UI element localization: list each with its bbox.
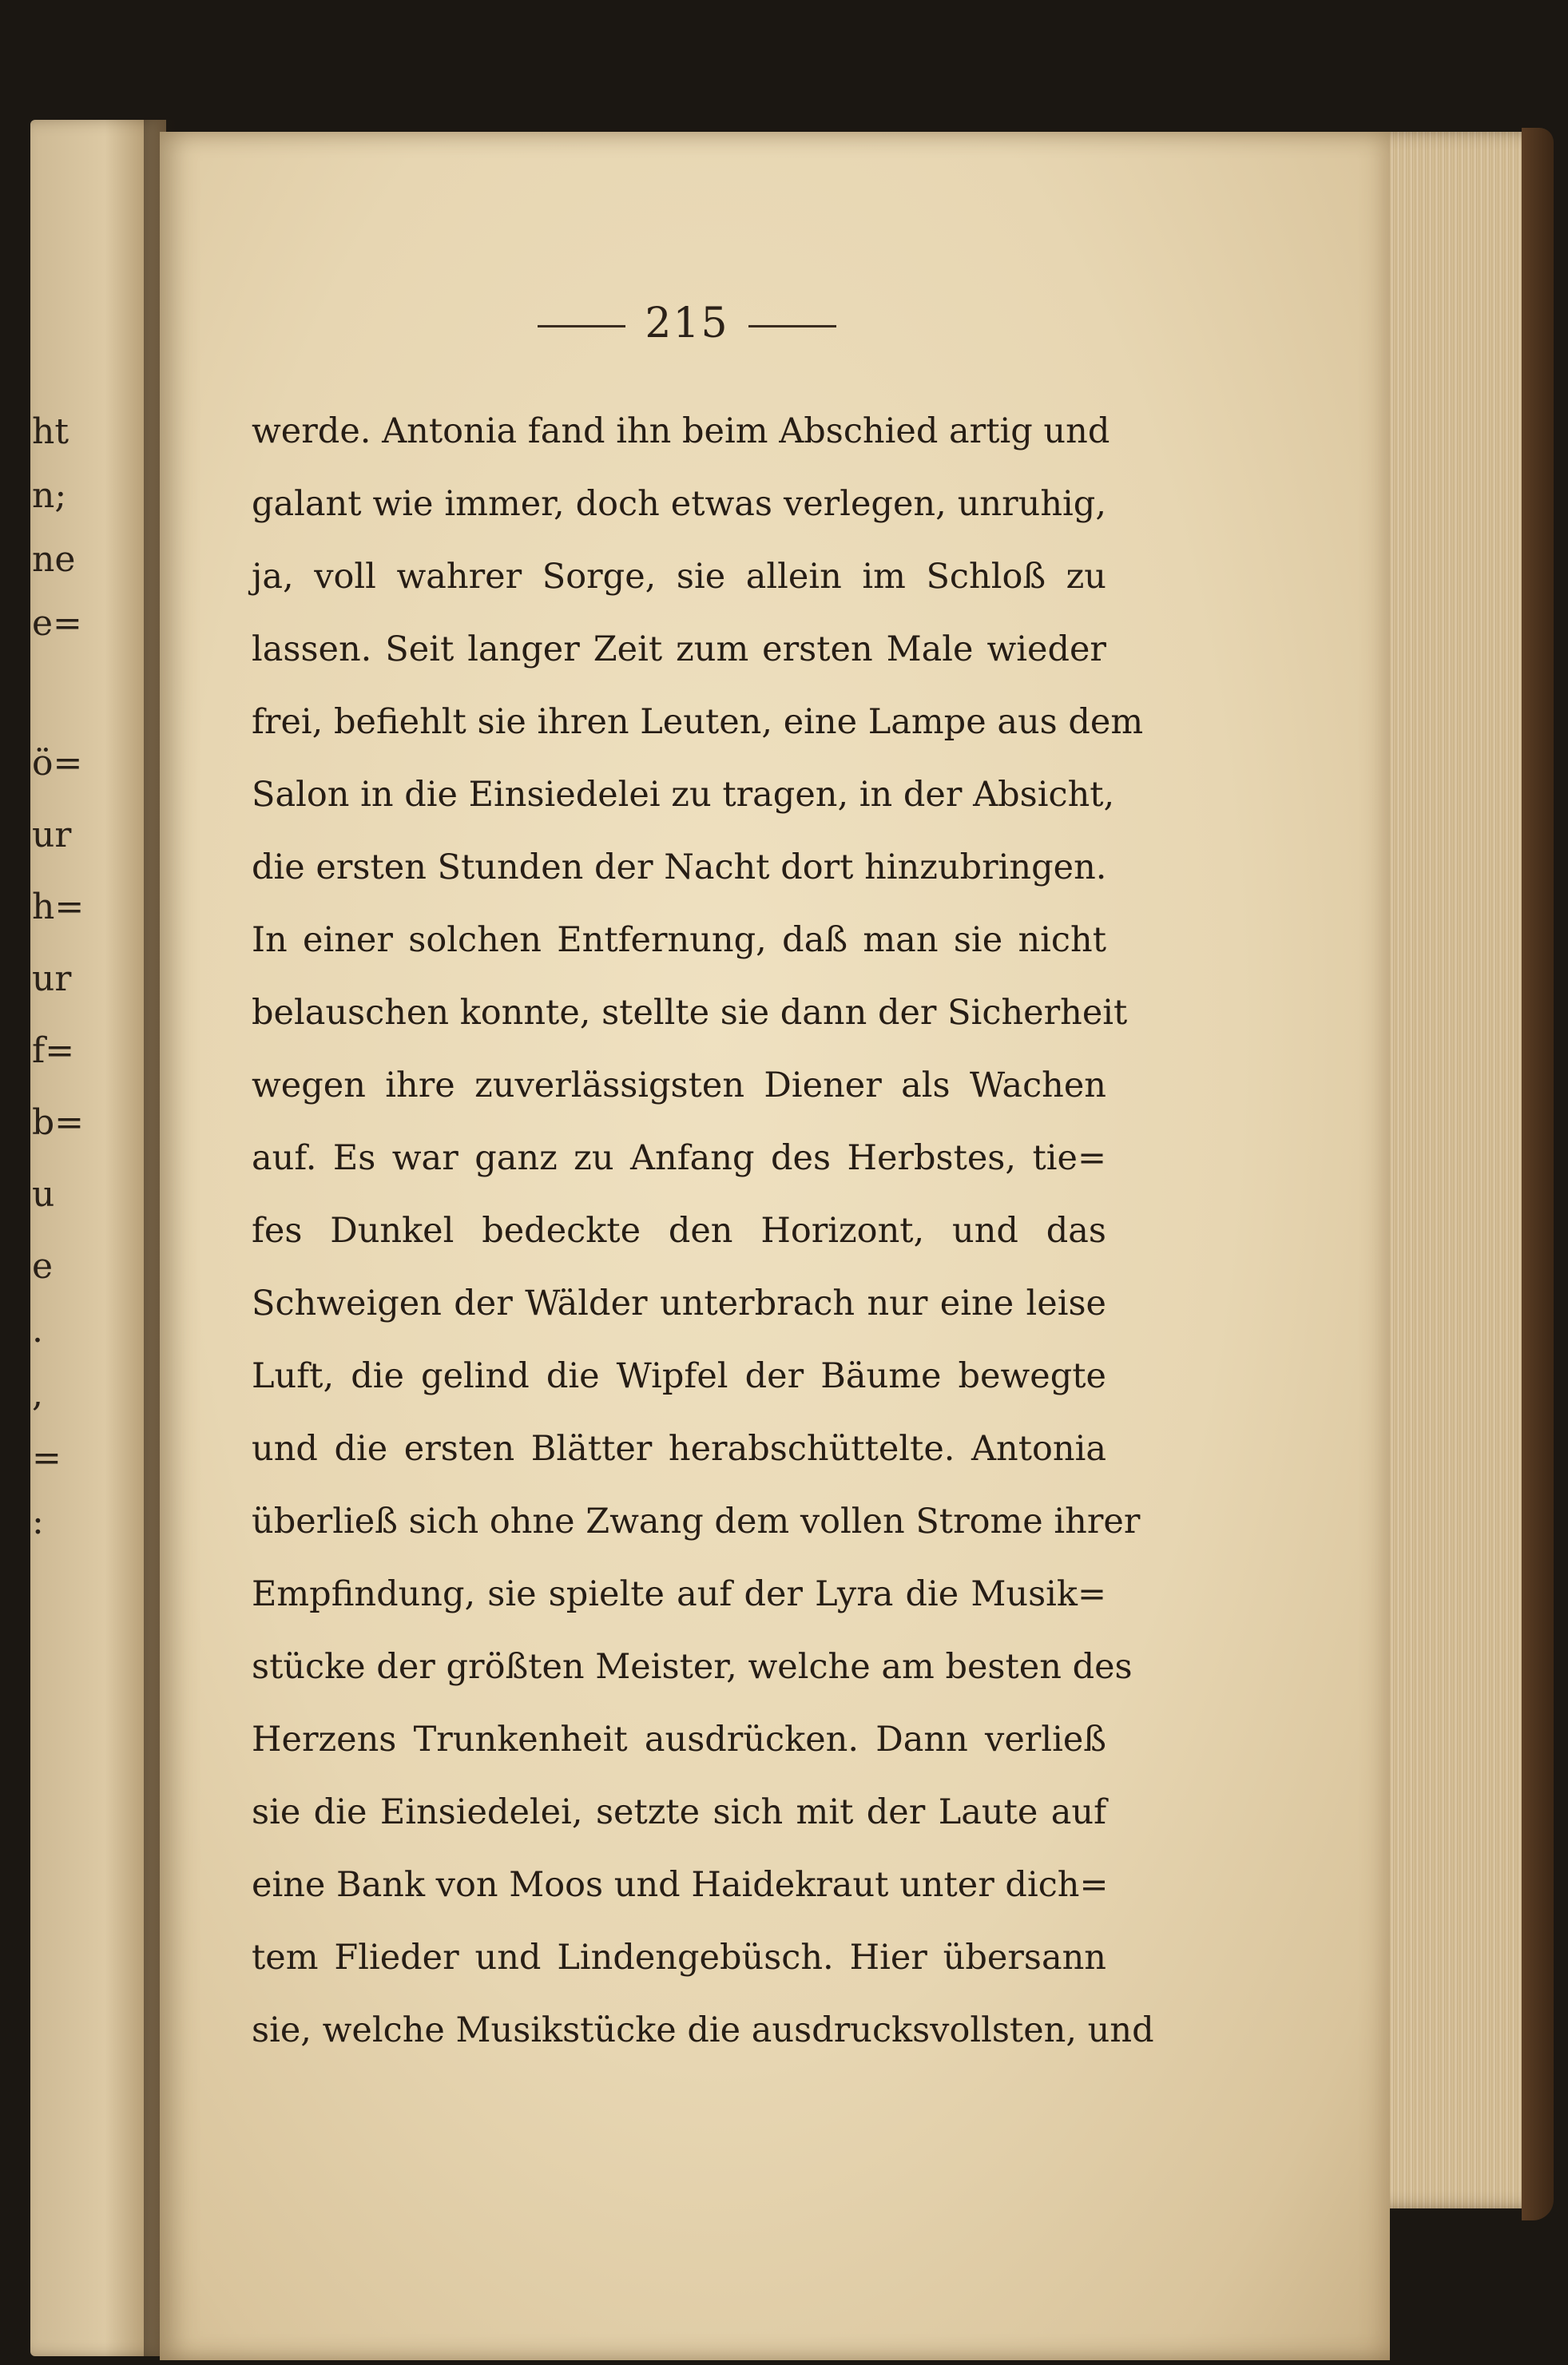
text-line: frei, befiehlt sie ihren Leuten, eine Lampe aus dem xyxy=(252,702,1144,742)
left-fragment: ne xyxy=(32,539,76,580)
left-fragment: ur xyxy=(32,958,72,999)
text-line: tem Flieder und Lindengebüsch. Hier übersann xyxy=(252,1938,1106,1978)
text-line: Salon in die Einsiedelei zu tragen, in der Absicht, xyxy=(252,775,1115,815)
left-fragment: , xyxy=(32,1374,43,1415)
text-line: überließ sich ohne Zwang dem vollen Strome ihrer xyxy=(252,1502,1141,1542)
text-line: und die ersten Blätter herabschüttelte. Antonia xyxy=(252,1429,1106,1469)
text-line: fes Dunkel bedeckte den Horizont, und das xyxy=(252,1211,1106,1251)
header-dash-left xyxy=(538,325,625,327)
text-line: Luft, die gelind die Wipfel der Bäume bewegte xyxy=(252,1356,1106,1396)
left-fragment: : xyxy=(32,1502,44,1542)
text-line: In einer solchen Entfernung, daß man sie nicht xyxy=(252,920,1106,960)
left-fragment: . xyxy=(32,1310,43,1351)
left-fragment: f= xyxy=(32,1030,75,1071)
left-fragment: h= xyxy=(32,887,85,927)
text-line: lassen. Seit langer Zeit zum ersten Male wieder xyxy=(252,629,1106,669)
text-line: Herzens Trunkenheit ausdrücken. Dann verließ xyxy=(252,1720,1106,1760)
left-fragment: = xyxy=(32,1438,62,1478)
text-line: Schweigen der Wälder unterbrach nur eine leise xyxy=(252,1284,1106,1323)
left-fragment: ht xyxy=(32,411,69,452)
book-cover-edge xyxy=(1522,128,1554,2220)
left-fragment: b= xyxy=(32,1102,85,1143)
text-line: belauschen konnte, stellte sie dann der Sicherheit xyxy=(252,993,1128,1033)
text-line: auf. Es war ganz zu Anfang des Herbstes, tie= xyxy=(252,1138,1106,1178)
text-line: sie die Einsiedelei, setzte sich mit der Laute auf xyxy=(252,1792,1106,1832)
left-fragment: e= xyxy=(32,603,82,644)
text-line: wegen ihre zuverlässigsten Diener als Wachen xyxy=(252,1065,1106,1105)
text-line: werde. Antonia fand ihn beim Abschied artig und xyxy=(252,411,1110,451)
header-dash-right xyxy=(748,325,836,327)
text-line: die ersten Stunden der Nacht dort hinzubringen. xyxy=(252,847,1107,887)
text-line: ja, voll wahrer Sorge, sie allein im Schloß zu xyxy=(252,557,1106,597)
left-fragment: u xyxy=(32,1174,55,1215)
left-page-text-fragments xyxy=(30,120,85,2356)
text-line: sie, welche Musikstücke die ausdrucksvollsten, und xyxy=(252,2010,1154,2050)
body-text xyxy=(252,395,1154,2067)
text-line: stücke der größten Meister, welche am besten des xyxy=(252,1647,1133,1687)
left-fragment: ur xyxy=(32,815,72,855)
page-number: 215 xyxy=(645,300,729,347)
left-fragment: e xyxy=(32,1246,54,1287)
text-line: eine Bank von Moos und Haidekraut unter dich= xyxy=(252,1865,1109,1905)
text-line: galant wie immer, doch etwas verlegen, unruhig, xyxy=(252,484,1106,524)
text-line: Empfindung, sie spielte auf der Lyra die Musik= xyxy=(252,1574,1106,1614)
left-fragment: ö= xyxy=(32,743,83,784)
page-header xyxy=(511,300,863,347)
left-fragment: n; xyxy=(32,475,67,516)
